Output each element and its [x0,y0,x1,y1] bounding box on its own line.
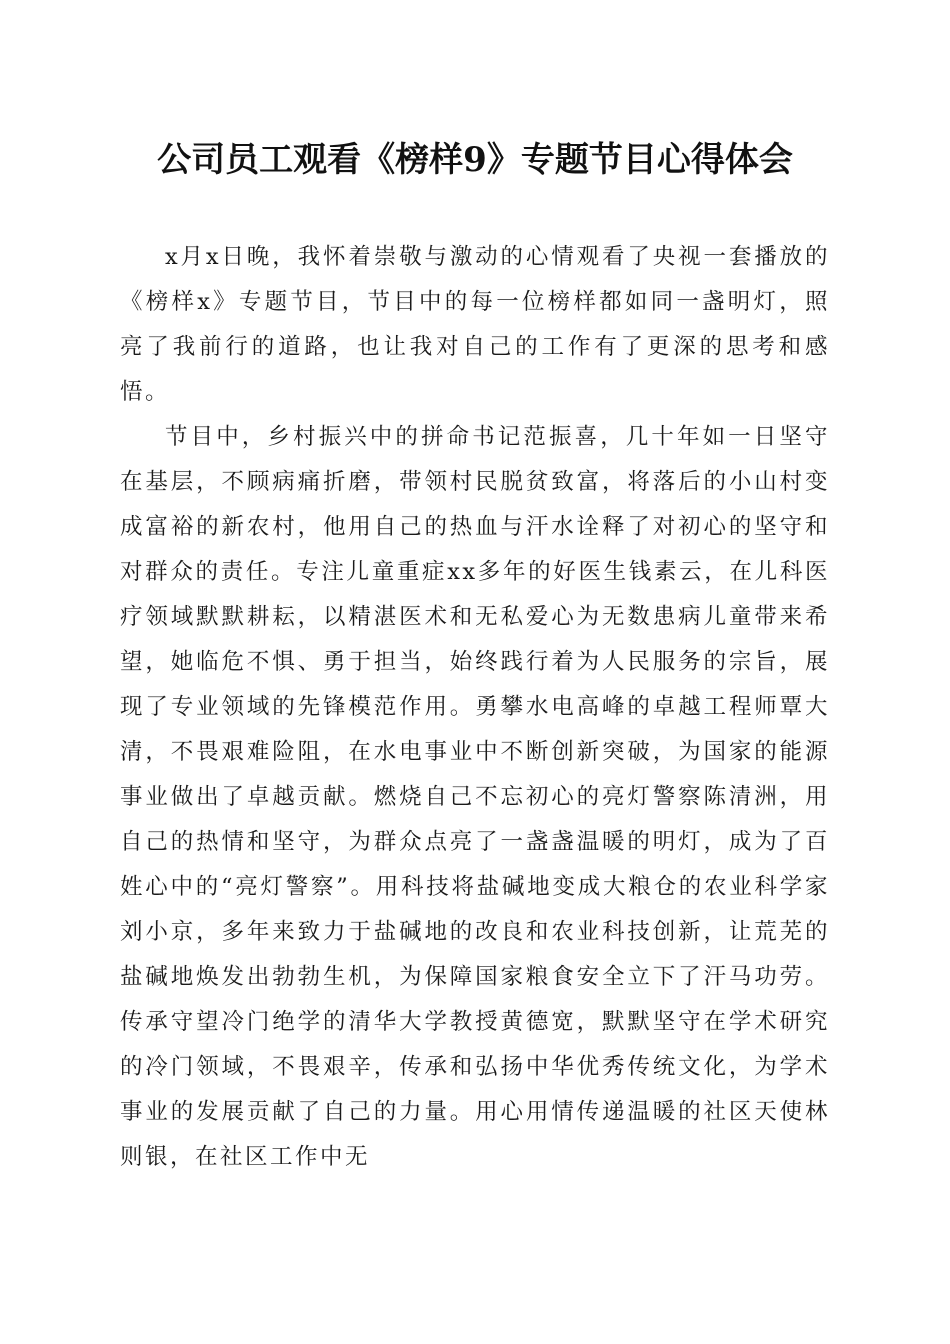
paragraph-role-models: 节目中，乡村振兴中的拼命书记范振喜，几十年如一日坚守在基层，不顾病痛折磨，带领村民脱贫致富，将落后的小山村变成富裕的新农村，他用自己的热血与汗水诠释了对初心的坚守和对群众的责任。专注儿童重症xx多年的好医生钱素云，在儿科医疗领域默默耕耘，以精湛医术和无私爱心为无数患病儿童带来希望，她临危不惧、勇于担当，始终践行着为人民服务的宗旨，展现了专业领域的先锋模范作用。勇攀水电高峰的卓越工程师覃大清，不畏艰难险阻，在水电事业中不断创新突破，为国家的能源事业做出了卓越贡献。燃烧自己不忘初心的亮灯警察陈清洲，用自己的热情和坚守，为群众点亮了一盏盏温暖的明灯，成为了百姓心中的“亮灯警察”。用科技将盐碱地变成大粮仓的农业科学家刘小京，多年来致力于盐碱地的改良和农业科技创新，让荒芜的盐碱地焕发出勃勃生机，为保障国家粮食安全立下了汗马功劳。传承守望冷门绝学的清华大学教授黄德宽，默默坚守在学术研究的冷门领域，不畏艰辛，传承和弘扬中华优秀传统文化，为学术事业的发展贡献了自己的力量。用心用情传递温暖的社区天使林则银，在社区工作中无 [120,424,830,1170]
document-body [120,235,830,1180]
document-title: 公司员工观看《榜样9》专题节目心得体会 [157,140,793,180]
paragraph-intro: x月x日晚，我怀着崇敬与激动的心情观看了央视一套播放的《榜样x》专题节目，节目中的每一位榜样都如同一盏明灯，照亮了我前行的道路，也让我对自己的工作有了更深的思考和感悟。 [120,244,830,405]
